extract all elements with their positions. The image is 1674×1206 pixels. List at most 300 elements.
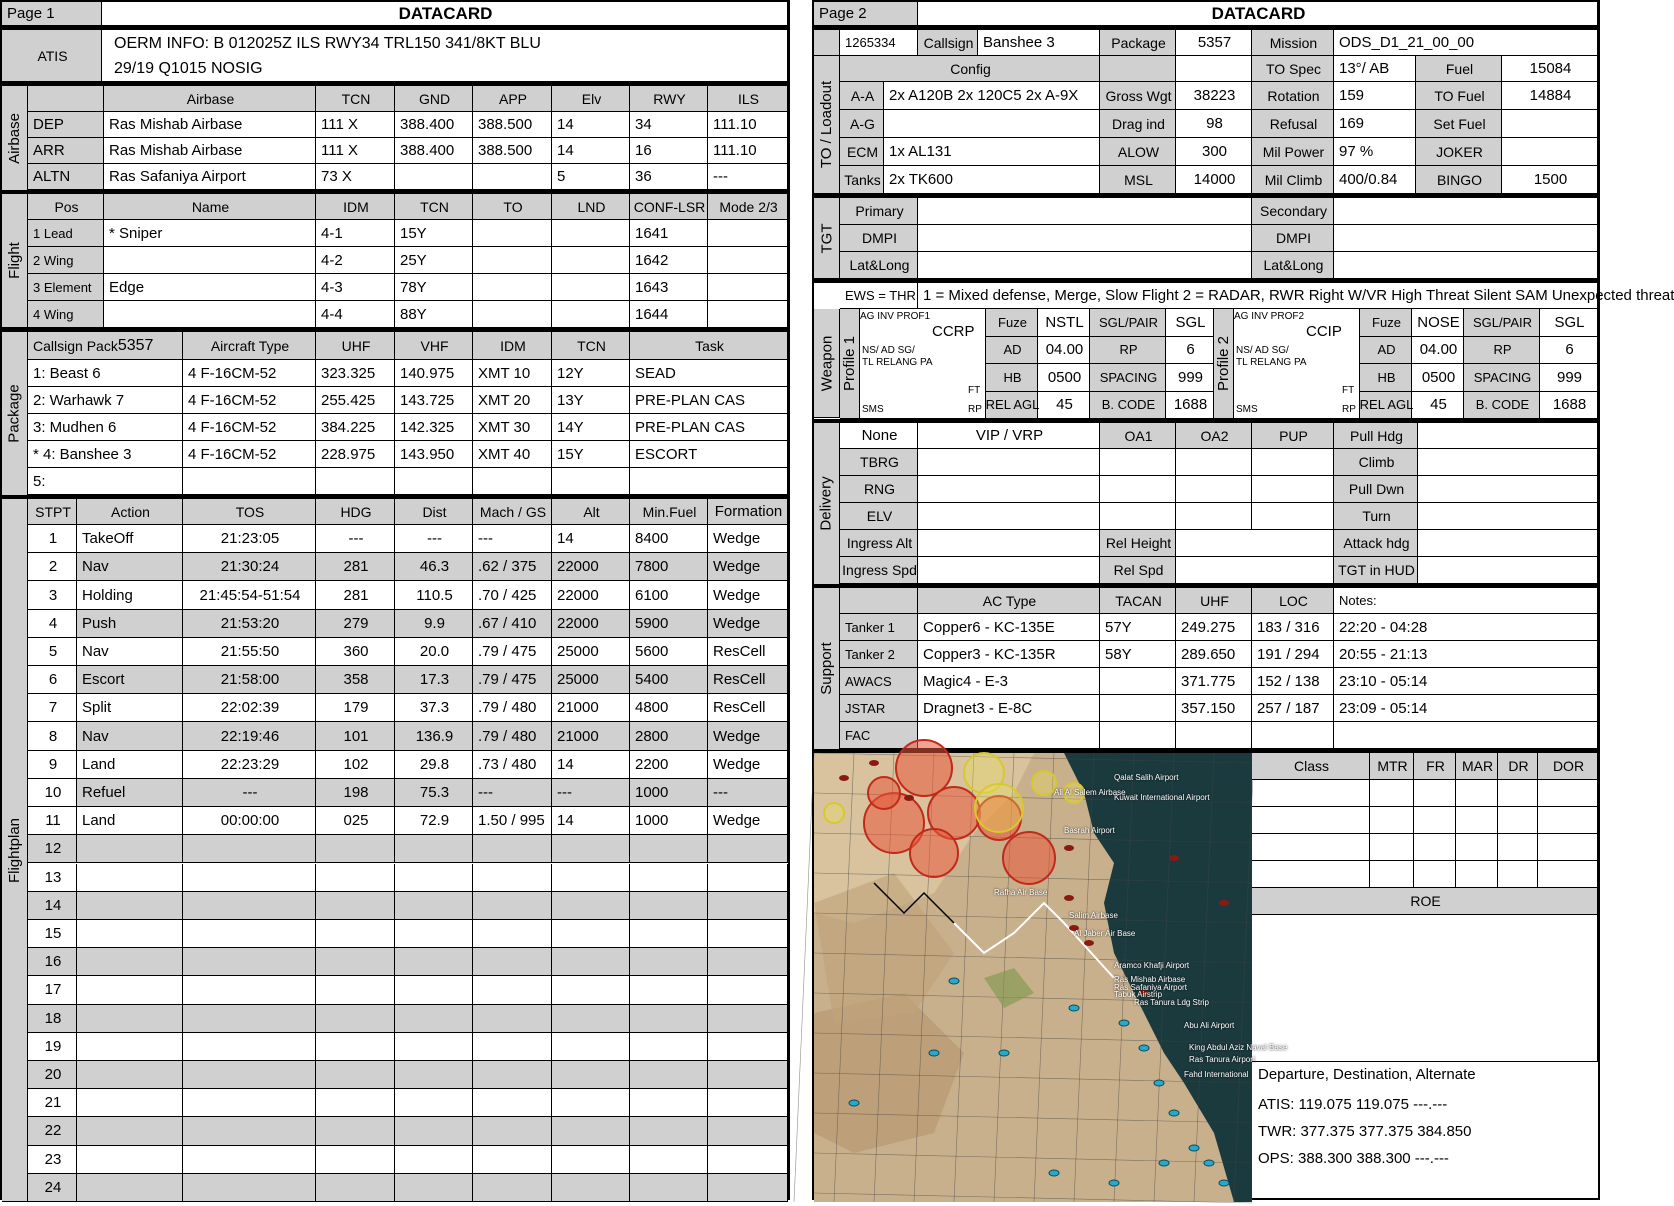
package-cell: * 4: Banshee 3 bbox=[28, 441, 183, 468]
package-header: UHF bbox=[316, 332, 395, 360]
airbase-cell: 111.10 bbox=[708, 112, 788, 138]
flightplan-cell: 22000 bbox=[552, 581, 630, 609]
profile2-mfd-display bbox=[1234, 309, 1360, 419]
blank bbox=[814, 30, 840, 56]
flightplan-cell: 5900 bbox=[630, 610, 708, 638]
flightplan-cell: Holding bbox=[77, 581, 183, 609]
flight-cell bbox=[473, 247, 552, 274]
airbase-cell: 14 bbox=[552, 138, 630, 164]
airbase-header: Elv bbox=[552, 86, 630, 112]
flightplan-cell: 14 bbox=[552, 807, 630, 835]
flightplan-cell bbox=[552, 1033, 630, 1061]
loadout-value: 169 bbox=[1334, 110, 1416, 138]
flight-cell: 1643 bbox=[630, 274, 708, 301]
threat-cell bbox=[1538, 834, 1598, 861]
notes-header: Notes: bbox=[1334, 588, 1598, 614]
tgt-label: DMPI bbox=[1252, 225, 1334, 252]
flightplan-cell: --- bbox=[708, 779, 788, 807]
delivery-value bbox=[1252, 503, 1334, 530]
flightplan-cell: 21:55:50 bbox=[183, 638, 316, 666]
flightplan-cell bbox=[708, 976, 788, 1004]
delivery-value bbox=[1418, 423, 1598, 449]
flightplan-cell bbox=[395, 835, 473, 863]
delivery-value bbox=[1252, 476, 1334, 503]
ews-text: 1 = Mixed defense, Merge, Slow Flight 2 = RADAR, RWR Right W/VR High Threat Silent SAM Unexpected threat bbox=[918, 283, 1598, 309]
weapon-label: RP bbox=[1090, 337, 1166, 365]
stpt-number: 15 bbox=[28, 920, 77, 948]
flightplan-cell bbox=[708, 1061, 788, 1089]
flightplan-cell bbox=[630, 1061, 708, 1089]
support-row-label: Tanker 1 bbox=[840, 614, 918, 641]
flightplan-cell bbox=[630, 1005, 708, 1033]
flightplan-header: Alt bbox=[552, 499, 630, 525]
profile1-label-text: Profile 1 bbox=[841, 335, 858, 392]
package-cell bbox=[473, 468, 552, 495]
delivery-label: RNG bbox=[840, 476, 918, 503]
weapon-label: HB bbox=[1360, 364, 1412, 392]
support-row-label: Tanker 2 bbox=[840, 641, 918, 668]
mfd-text: CCIP bbox=[1306, 323, 1342, 340]
loadout-label: Mil Climb bbox=[1252, 166, 1334, 194]
support-cell: Magic4 - E-3 bbox=[918, 668, 1100, 695]
support-cell: 23:10 - 05:14 bbox=[1334, 668, 1598, 695]
flightplan-cell bbox=[630, 892, 708, 920]
weapon-value: 999 bbox=[1540, 364, 1598, 392]
flightplan-cell bbox=[183, 1005, 316, 1033]
mfd-text: RP bbox=[1342, 404, 1356, 415]
delivery-header: Pull Hdg bbox=[1334, 423, 1418, 449]
airbase-cell: 388.500 bbox=[473, 138, 552, 164]
support-cell bbox=[1176, 722, 1252, 749]
loadout-value bbox=[1502, 110, 1598, 138]
tgt-value bbox=[1334, 225, 1598, 252]
weapon-value: NOSE bbox=[1412, 309, 1464, 337]
flight-header: Pos bbox=[28, 194, 104, 220]
weapon-label: SPACING bbox=[1090, 364, 1166, 392]
loadout-label: Drag ind bbox=[1100, 110, 1176, 138]
flightplan-cell: 22:23:29 bbox=[183, 751, 316, 779]
flightplan-cell bbox=[316, 976, 395, 1004]
airbase-header: Airbase bbox=[104, 86, 316, 112]
flightplan-cell bbox=[552, 1005, 630, 1033]
loadout-label: BINGO bbox=[1416, 166, 1502, 194]
flightplan-cell bbox=[630, 948, 708, 976]
package-header: IDM bbox=[473, 332, 552, 360]
package-cell: 2: Warhawk 7 bbox=[28, 387, 183, 414]
flightplan-cell: Split bbox=[77, 694, 183, 722]
mfd-text: NS/ AD SG/ bbox=[1236, 345, 1289, 356]
threat-cell bbox=[1370, 834, 1414, 861]
threat-header: FR bbox=[1414, 753, 1456, 780]
loadout-label: JOKER bbox=[1416, 138, 1502, 166]
mfd-text: AG INV PROF1 bbox=[860, 311, 931, 322]
map-airfield-label: Ras Tanura Airport bbox=[1189, 1055, 1256, 1064]
delivery-value bbox=[918, 557, 1100, 584]
profile1-label bbox=[840, 309, 860, 419]
threat-cell bbox=[1370, 807, 1414, 834]
package-cell bbox=[395, 468, 473, 495]
flightplan-cell bbox=[183, 1146, 316, 1174]
weapon-label: B. CODE bbox=[1464, 392, 1540, 420]
tgt-label: DMPI bbox=[840, 225, 918, 252]
flight-cell: 78Y bbox=[395, 274, 473, 301]
loadout-label: Rotation bbox=[1252, 82, 1334, 110]
package-cell: PRE-PLAN CAS bbox=[630, 387, 788, 414]
threat-cell bbox=[1456, 861, 1498, 888]
flightplan-cell: 21:45:54-51:54 bbox=[183, 581, 316, 609]
support-cell: Copper3 - KC-135R bbox=[918, 641, 1100, 668]
flightplan-cell bbox=[77, 1174, 183, 1202]
flightplan-cell: 358 bbox=[316, 666, 395, 694]
flightplan-header: HDG bbox=[316, 499, 395, 525]
tgt-label: Secondary bbox=[1252, 198, 1334, 225]
flightplan-cell: 22000 bbox=[552, 553, 630, 581]
weapon-value: 0500 bbox=[1038, 364, 1090, 392]
threat-cell bbox=[1370, 780, 1414, 807]
flightplan-cell bbox=[630, 976, 708, 1004]
package-cell: 140.975 bbox=[395, 360, 473, 387]
flightplan-cell bbox=[708, 1005, 788, 1033]
airbase-cell: 16 bbox=[630, 138, 708, 164]
flightplan-cell: .79 / 475 bbox=[473, 666, 552, 694]
flightplan-cell bbox=[77, 1033, 183, 1061]
flightplan-cell bbox=[183, 920, 316, 948]
flight-cell: 4-2 bbox=[316, 247, 395, 274]
flight-section-label bbox=[2, 194, 28, 328]
flight-cell: 25Y bbox=[395, 247, 473, 274]
loadout-value: 14884 bbox=[1502, 82, 1598, 110]
support-cell bbox=[1100, 668, 1176, 695]
delivery-value bbox=[1418, 476, 1598, 503]
mfd-text: CCRP bbox=[932, 323, 975, 340]
package-cell: 15Y bbox=[552, 441, 630, 468]
flightplan-cell: Wedge bbox=[708, 722, 788, 750]
flightplan-cell bbox=[708, 1146, 788, 1174]
flightplan-header: Dist bbox=[395, 499, 473, 525]
to-spec-label: TO Spec bbox=[1252, 56, 1334, 82]
support-cell: 20:55 - 21:13 bbox=[1334, 641, 1598, 668]
loadout-label: ALOW bbox=[1100, 138, 1176, 166]
loadout-value: 98 bbox=[1176, 110, 1252, 138]
flightplan-cell: 281 bbox=[316, 553, 395, 581]
stpt-number: 19 bbox=[28, 1033, 77, 1061]
weapon-label: REL AGL bbox=[1360, 392, 1412, 420]
package-cell: 3: Mudhen 6 bbox=[28, 414, 183, 441]
flight-section-label-text: Flight bbox=[6, 242, 23, 279]
delivery-value bbox=[1252, 449, 1334, 476]
weapon-value: SGL bbox=[1540, 309, 1598, 337]
flightplan-cell: .70 / 425 bbox=[473, 581, 552, 609]
stpt-number: 17 bbox=[28, 976, 77, 1004]
flightplan-cell bbox=[473, 892, 552, 920]
support-cell: 57Y bbox=[1100, 614, 1176, 641]
flightplan-cell bbox=[316, 1089, 395, 1117]
threat-cell bbox=[1252, 861, 1370, 888]
airbase-header: GND bbox=[395, 86, 473, 112]
airbase-section-label-text: Airbase bbox=[6, 113, 24, 164]
tgt-value bbox=[1334, 252, 1598, 279]
flightplan-cell: 37.3 bbox=[395, 694, 473, 722]
map-airfield-label: Ras Mishab Airbase bbox=[1114, 975, 1186, 984]
map-airfield-label: King Abdul Aziz Naval Base bbox=[1189, 1043, 1288, 1052]
flightplan-section-label-text: Flightplan bbox=[6, 817, 24, 883]
flightplan-cell: 281 bbox=[316, 581, 395, 609]
airbase-cell: 14 bbox=[552, 112, 630, 138]
weapon-value: 999 bbox=[1166, 364, 1214, 392]
flightplan-cell: 2200 bbox=[630, 751, 708, 779]
mfd-text: NS/ AD SG/ bbox=[862, 345, 915, 356]
airbase-cell: 111.10 bbox=[708, 138, 788, 164]
flightplan-cell bbox=[552, 835, 630, 863]
loadout-value: 1x AL131 bbox=[884, 138, 1100, 166]
threat-header: DOR bbox=[1538, 753, 1598, 780]
loadout-row-label: A-A bbox=[840, 82, 884, 110]
map-airfield-label: Qalat Salih Airport bbox=[1114, 773, 1179, 782]
map-airfield-label: Al Jaber Air Base bbox=[1074, 929, 1136, 938]
threat-cell bbox=[1456, 807, 1498, 834]
flightplan-cell: 21:23:05 bbox=[183, 525, 316, 553]
flightplan-cell bbox=[473, 1033, 552, 1061]
tgt-value bbox=[918, 198, 1252, 225]
flightplan-cell bbox=[316, 1005, 395, 1033]
support-cell: Copper6 - KC-135E bbox=[918, 614, 1100, 641]
support-cell bbox=[1252, 722, 1334, 749]
flight-cell bbox=[473, 274, 552, 301]
ews-label: EWS = THR bbox=[840, 283, 918, 309]
flightplan-cell: 025 bbox=[316, 807, 395, 835]
flightplan-cell bbox=[708, 1174, 788, 1202]
flightplan-cell: Wedge bbox=[708, 581, 788, 609]
delivery-section-label bbox=[814, 423, 840, 585]
flightplan-cell bbox=[77, 948, 183, 976]
stpt-number: 24 bbox=[28, 1174, 77, 1202]
blank bbox=[1100, 56, 1176, 82]
flightplan-cell: 198 bbox=[316, 779, 395, 807]
airbase-cell: 388.500 bbox=[473, 112, 552, 138]
package-cell: 5: bbox=[28, 468, 183, 495]
loadout-section-label-text: TO / Loadout bbox=[818, 80, 836, 169]
package-cell: 1: Beast 6 bbox=[28, 360, 183, 387]
loadout-row-label: ECM bbox=[840, 138, 884, 166]
flightplan-cell bbox=[77, 1061, 183, 1089]
delivery-value bbox=[1176, 449, 1252, 476]
flightplan-cell: .79 / 480 bbox=[473, 722, 552, 750]
flightplan-cell: 110.5 bbox=[395, 581, 473, 609]
flightplan-cell: 21:30:24 bbox=[183, 553, 316, 581]
flightplan-cell bbox=[708, 864, 788, 892]
atis-line: 29/19 Q1015 NOSIG bbox=[114, 59, 263, 77]
map-airfield-label: Basrah Airport bbox=[1064, 826, 1115, 835]
flightplan-cell: Wedge bbox=[708, 807, 788, 835]
flightplan-cell: ResCell bbox=[708, 638, 788, 666]
mission-id: 1265334 bbox=[840, 30, 918, 56]
flightplan-cell: Nav bbox=[77, 553, 183, 581]
package-cell: XMT 40 bbox=[473, 441, 552, 468]
flight-cell: 15Y bbox=[395, 220, 473, 247]
support-cell: 289.650 bbox=[1176, 641, 1252, 668]
loadout-row-label: Tanks bbox=[840, 166, 884, 194]
flightplan-cell bbox=[630, 1174, 708, 1202]
loadout-section-label bbox=[814, 56, 840, 194]
flightplan-cell bbox=[552, 1061, 630, 1089]
package-cell bbox=[552, 468, 630, 495]
package-header: Aircraft Type bbox=[183, 332, 316, 360]
flightplan-cell bbox=[77, 835, 183, 863]
support-header: AC Type bbox=[918, 588, 1100, 614]
delivery-value bbox=[918, 476, 1100, 503]
flightplan-cell bbox=[395, 920, 473, 948]
airbase-cell: 388.400 bbox=[395, 138, 473, 164]
flight-header: TCN bbox=[395, 194, 473, 220]
threat-header: MAR bbox=[1456, 753, 1498, 780]
mfd-text: AG INV PROF2 bbox=[1234, 311, 1305, 322]
weapon-value: 1688 bbox=[1166, 392, 1214, 420]
airbase-row-label: DEP bbox=[28, 112, 104, 138]
weapon-value: 45 bbox=[1038, 392, 1090, 420]
flightplan-cell bbox=[316, 835, 395, 863]
flightplan-cell bbox=[473, 1117, 552, 1145]
delivery-label: Rel Height bbox=[1100, 530, 1176, 557]
loadout-label: Gross Wgt bbox=[1100, 82, 1176, 110]
flightplan-cell: 22000 bbox=[552, 610, 630, 638]
flight-cell: Edge bbox=[104, 274, 316, 301]
threat-cell bbox=[1456, 834, 1498, 861]
flight-cell bbox=[473, 220, 552, 247]
flightplan-cell bbox=[183, 948, 316, 976]
threat-cell bbox=[1498, 807, 1538, 834]
threat-header: Class bbox=[1252, 753, 1370, 780]
flightplan-cell: 25000 bbox=[552, 638, 630, 666]
mission-label: Mission bbox=[1252, 30, 1334, 56]
mfd-text: RP bbox=[968, 404, 982, 415]
package-cell: 4 F-16CM-52 bbox=[183, 360, 316, 387]
tgt-section-label bbox=[814, 198, 840, 279]
flightplan-cell: 101 bbox=[316, 722, 395, 750]
delivery-label: Ingress Alt bbox=[840, 530, 918, 557]
callsign-value: Banshee 3 bbox=[978, 30, 1100, 56]
flightplan-cell bbox=[316, 948, 395, 976]
package-cell: 143.725 bbox=[395, 387, 473, 414]
support-cell bbox=[1100, 722, 1176, 749]
loadout-value: 1500 bbox=[1502, 166, 1598, 194]
flightplan-cell: 360 bbox=[316, 638, 395, 666]
flightplan-cell: Land bbox=[77, 807, 183, 835]
airbase-cell: 5 bbox=[552, 164, 630, 190]
flightplan-cell bbox=[395, 1117, 473, 1145]
flightplan-cell: Escort bbox=[77, 666, 183, 694]
flightplan-cell: Wedge bbox=[708, 525, 788, 553]
threat-cell bbox=[1498, 780, 1538, 807]
threat-header: MTR bbox=[1370, 753, 1414, 780]
support-cell: 371.775 bbox=[1176, 668, 1252, 695]
flightplan-cell bbox=[183, 835, 316, 863]
flightplan-cell: --- bbox=[395, 525, 473, 553]
comms-panel bbox=[1252, 1062, 1598, 1202]
weapon-label: SGL/PAIR bbox=[1464, 309, 1540, 337]
loadout-label: Set Fuel bbox=[1416, 110, 1502, 138]
flightplan-cell bbox=[77, 920, 183, 948]
delivery-value bbox=[1176, 476, 1252, 503]
delivery-label: Attack hdg bbox=[1334, 530, 1418, 557]
comms-frequency-line: ATIS: 119.075 119.075 ---.--- bbox=[1258, 1096, 1448, 1113]
airbase-header: APP bbox=[473, 86, 552, 112]
support-row-label: JSTAR bbox=[840, 695, 918, 722]
flight-row-label: 3 Element bbox=[28, 274, 104, 301]
weapon-value: NSTL bbox=[1038, 309, 1090, 337]
flightplan-cell: 9.9 bbox=[395, 610, 473, 638]
flightplan-cell: --- bbox=[552, 779, 630, 807]
weapon-value: 6 bbox=[1166, 337, 1214, 365]
profile2-label-text: Profile 2 bbox=[1215, 335, 1232, 392]
flightplan-cell bbox=[183, 1117, 316, 1145]
delivery-value bbox=[1100, 503, 1176, 530]
support-cell: 257 / 187 bbox=[1252, 695, 1334, 722]
flightplan-cell bbox=[316, 892, 395, 920]
flightplan-cell bbox=[395, 1005, 473, 1033]
flightplan-cell: 14 bbox=[552, 751, 630, 779]
airbase-header: RWY bbox=[630, 86, 708, 112]
flightplan-header: Min.Fuel bbox=[630, 499, 708, 525]
map-airfield-label: Kuwait International Airport bbox=[1114, 793, 1210, 802]
airbase-header: ILS bbox=[708, 86, 788, 112]
flightplan-cell bbox=[183, 1089, 316, 1117]
airbase-cell: 111 X bbox=[316, 138, 395, 164]
callsign-label: Callsign bbox=[918, 30, 978, 56]
flight-cell: 1641 bbox=[630, 220, 708, 247]
flightplan-cell: Wedge bbox=[708, 553, 788, 581]
flightplan-cell: Nav bbox=[77, 722, 183, 750]
flight-cell: 4-1 bbox=[316, 220, 395, 247]
flightplan-cell bbox=[708, 1117, 788, 1145]
stpt-number: 8 bbox=[28, 722, 77, 750]
map-airfield-label: Ras Tanura Ldg Strip bbox=[1134, 998, 1210, 1007]
package-cell: XMT 20 bbox=[473, 387, 552, 414]
weapon-label: HB bbox=[986, 364, 1038, 392]
flightplan-cell bbox=[395, 948, 473, 976]
flightplan-cell bbox=[183, 864, 316, 892]
mfd-text: FT bbox=[968, 385, 981, 396]
stpt-number: 6 bbox=[28, 666, 77, 694]
weapon-value: SGL bbox=[1166, 309, 1214, 337]
loadout-label: Refusal bbox=[1252, 110, 1334, 138]
airbase-cell bbox=[473, 164, 552, 190]
flightplan-cell bbox=[395, 976, 473, 1004]
flightplan-cell: 22:19:46 bbox=[183, 722, 316, 750]
threat-cell bbox=[1414, 861, 1456, 888]
flightplan-cell: 7800 bbox=[630, 553, 708, 581]
stpt-number: 21 bbox=[28, 1089, 77, 1117]
support-section-label-text: Support bbox=[818, 642, 836, 695]
flightplan-cell bbox=[630, 835, 708, 863]
flightplan-cell bbox=[183, 976, 316, 1004]
flightplan-cell bbox=[708, 1089, 788, 1117]
flight-cell bbox=[708, 220, 788, 247]
callsign-pack-label: Callsign Pack bbox=[33, 337, 118, 354]
flightplan-cell: Land bbox=[77, 751, 183, 779]
flightplan-cell bbox=[316, 1117, 395, 1145]
flight-cell bbox=[552, 274, 630, 301]
delivery-mode: None bbox=[840, 423, 918, 449]
fuel-label: Fuel bbox=[1416, 56, 1502, 82]
atis-label: ATIS bbox=[2, 30, 102, 82]
flightplan-cell: 14 bbox=[552, 525, 630, 553]
map-airfield-label: Abu Ali Airport bbox=[1184, 1021, 1235, 1030]
package-cell: 255.425 bbox=[316, 387, 395, 414]
support-cell: 183 / 316 bbox=[1252, 614, 1334, 641]
loadout-value bbox=[1502, 138, 1598, 166]
threat-cell bbox=[1414, 807, 1456, 834]
delivery-label: TBRG bbox=[840, 449, 918, 476]
